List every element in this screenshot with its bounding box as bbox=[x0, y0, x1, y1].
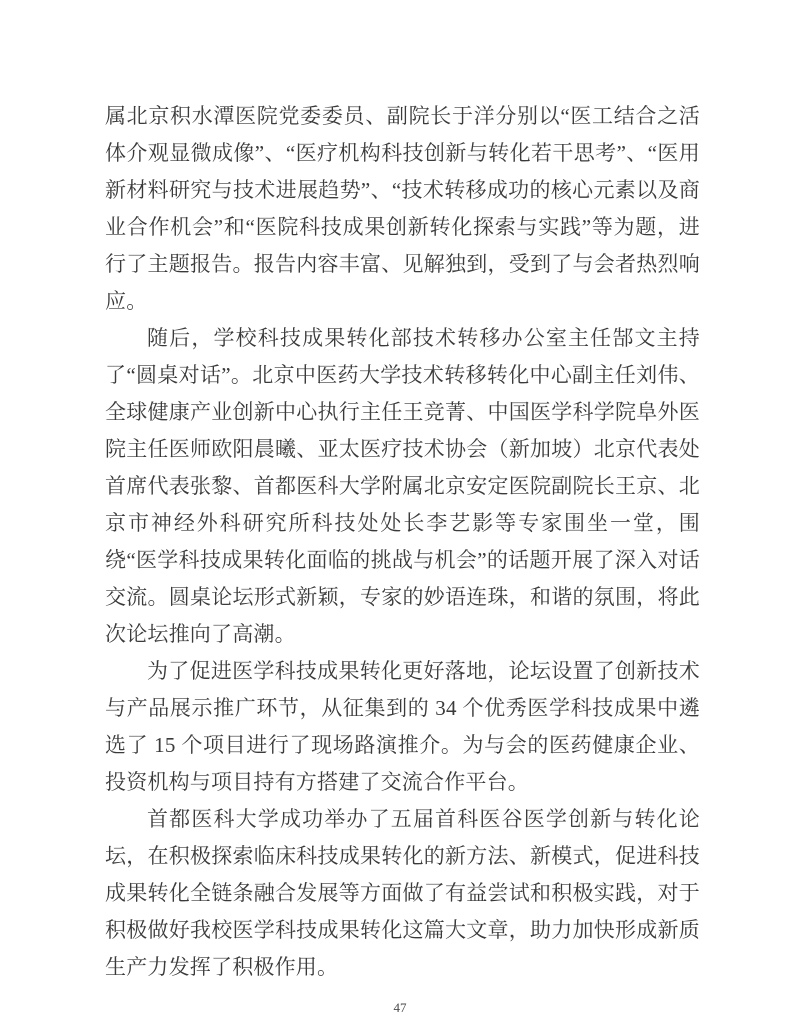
paragraph-summary: 首都医科大学成功举办了五届首科医谷医学创新与转化论坛，在积极探索临床科技成果转化的新方法、新模式，促进科技成果转化全链条融合发展等方面做了有益尝试和积极实践，对于积极做好我校医学科技成果转化这篇大文章，助力加快形成新质生产力发挥了积极作用。 bbox=[105, 807, 700, 979]
page-number: 47 bbox=[393, 1000, 407, 1015]
paragraph-roadshow: 为了促进医学科技成果转化更好落地，论坛设置了创新技术与产品展示推广环节，从征集到的 34 个优秀医学科技成果中遴选了 15 个项目进行了现场路演推介。为与会的医药健康企业、投资机构与项目持有方搭建了交流合作平台。 bbox=[105, 659, 700, 794]
paragraph-roundtable: 随后，学校科技成果转化部技术转移办公室主任郜文主持了“圆桌对话”。北京中医药大学技术转移转化中心副主任刘伟、全球健康产业创新中心执行主任王竞菁、中国医学科学院阜外医院主任医师欧阳晨曦、亚太医疗技术协会（新加坡）北京代表处首席代表张黎、首都医科大学附属北京安定医院副院长王京、北京市神经外科研究所科技处处长李艺影等专家围坐一堂，围绕“医学科技成果转化面临的挑战与机会”的话题开展了深入对话交流。圆桌论坛形式新颖，专家的妙语连珠，和谐的氛围，将此次论坛推向了高潮。 bbox=[105, 326, 700, 646]
document-body bbox=[105, 98, 700, 986]
paragraph-continuation: 属北京积水潭医院党委委员、副院长于洋分别以“医工结合之活体介观显微成像”、“医疗机构科技创新与转化若干思考”、“医用新材料研究与技术进展趋势”、“技术转移成功的核心元素以及商业合作机会”和“医院科技成果创新转化探索与实践”等为题，进行了主题报告。报告内容丰富、见解独到，受到了与会者热烈响应。 bbox=[105, 104, 700, 313]
